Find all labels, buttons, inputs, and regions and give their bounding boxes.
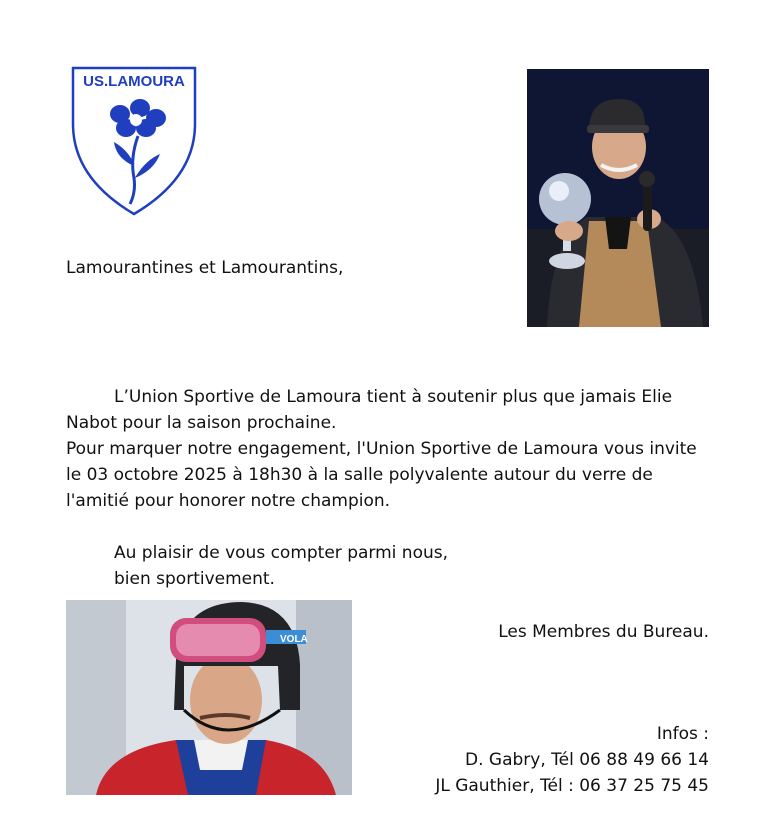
infos-title: Infos :	[656, 724, 709, 744]
body-line: Pour marquer notre engagement, l'Union Sportive de Lamoura vous invite	[66, 439, 697, 459]
closing-line: bien sportivement.	[114, 569, 275, 589]
contact-line: JL Gauthier, Tél : 06 37 25 75 45	[435, 776, 709, 796]
body-line: L’Union Sportive de Lamoura tient à soutenir plus que jamais Elie	[114, 387, 673, 407]
photo-trophy	[527, 69, 709, 327]
closing-line: Au plaisir de vous compter parmi nous,	[114, 543, 448, 563]
club-logo	[70, 66, 198, 216]
contact-line: D. Gabry, Tél 06 88 49 66 14	[465, 750, 709, 770]
body-line: le 03 octobre 2025 à 18h30 à la salle polyvalente autour du verre de	[66, 465, 653, 485]
club-crest-icon	[70, 66, 198, 216]
photo-skier	[66, 600, 352, 795]
helmet-text: VOLA	[280, 634, 308, 645]
body-line: Nabot pour la saison prochaine.	[66, 413, 337, 433]
body-line: l'amitié pour honorer notre champion.	[66, 491, 391, 511]
signature: Les Membres du Bureau.	[498, 622, 709, 642]
logo-text: US.LAMOURA	[83, 73, 185, 90]
greeting: Lamourantines et Lamourantins,	[66, 258, 344, 278]
